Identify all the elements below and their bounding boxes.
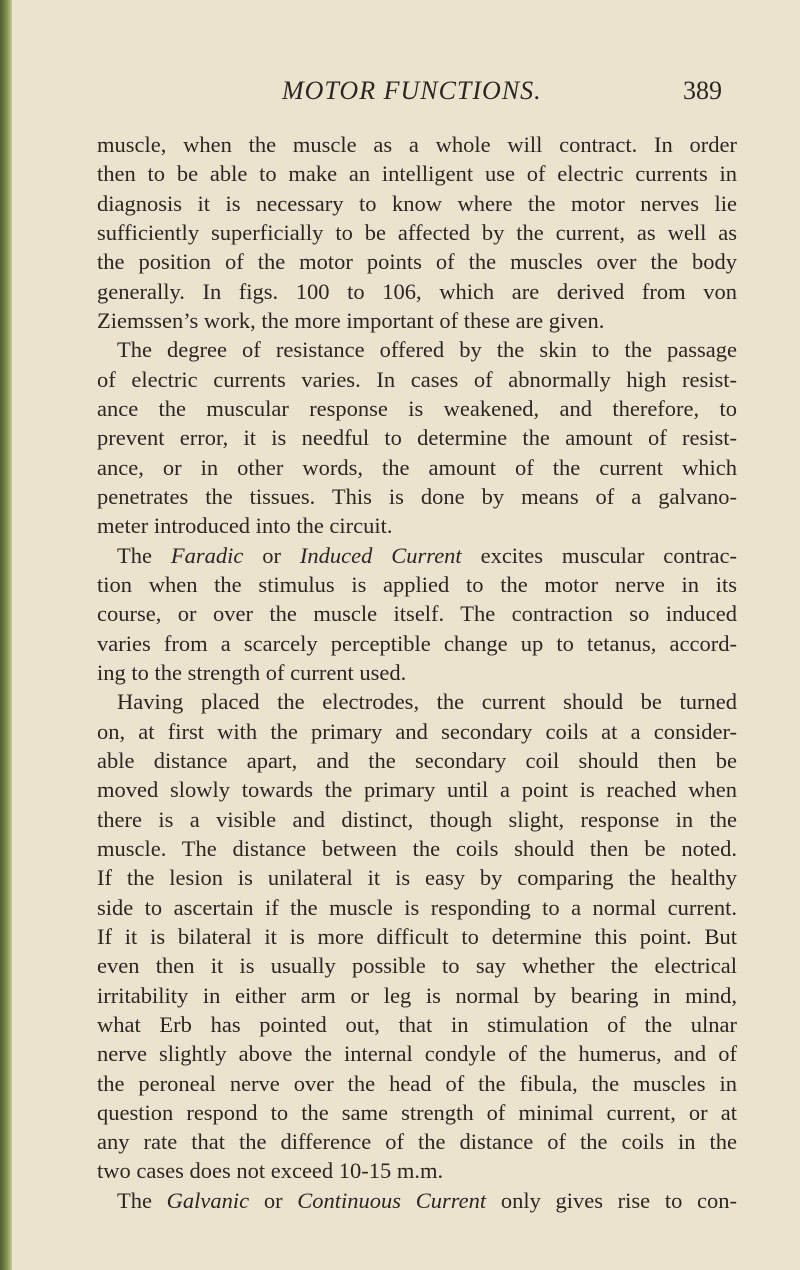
text-line: irritability in either arm or leg is normal by bearing in mind, [97,982,737,1008]
text-line: muscle, when the muscle as a whole will contract. In order [97,132,737,157]
text-line: generally. In figs. 100 to 106, which are derived from von [97,278,737,304]
text-line [97,541,737,570]
text-line: even then it is usually possible to say whether the electrical [97,953,737,979]
text-line: nerve slightly above the internal condyle of the humerus, and of [97,1041,737,1067]
italic-term: Induced Current [299,542,462,568]
text-line: question respond to the same strength of minimal current, or at [97,1099,737,1125]
text-line: sufficiently superficially to be affected by the current, as well as [97,219,737,245]
text-line: meter introduced into the circuit. [97,513,393,539]
text-fragment: only gives rise to con- [486,1187,737,1213]
text-line: Having placed the electrodes, the current should be turned [117,689,737,715]
italic-term: Galvanic [166,1187,250,1213]
text-fragment: The [117,542,171,568]
text-line: what Erb has pointed out, that in stimulation of the ulnar [97,1011,737,1037]
text-line [97,1186,737,1215]
text-line: of electric currents varies. In cases of abnormally high resist- [97,366,737,392]
text-line: side to ascertain if the muscle is responding to a normal current. [97,894,737,920]
page-number: 389 [683,76,722,105]
italic-term: Continuous Current [297,1187,487,1213]
text-line: tion when the stimulus is applied to the motor nerve in its [97,571,737,597]
text-line: moved slowly towards the primary until a point is reached when [97,777,737,803]
text-line: then to be able to make an intelligent use of electric currents in [97,161,737,187]
text-line: muscle. The distance between the coils should then be noted. [97,835,737,861]
text-line: The degree of resistance offered by the skin to the passage [117,337,737,363]
running-head: MOTOR FUNCTIONS. [282,76,542,105]
text-line: on, at first with the primary and secondary coils at a consider- [97,718,737,744]
text-line: there is a visible and distinct, though slight, response in the [97,806,737,832]
text-fragment: or [243,542,300,568]
text-line: two cases does not exceed 10-15 m.m. [97,1158,444,1184]
text-fragment: The [117,1187,167,1213]
text-line: If the lesion is unilateral it is easy by comparing the healthy [97,865,737,891]
text-line: ance, or in other words, the amount of the current which [97,454,737,480]
text-line: If it is bilateral it is more difficult to determine this point. But [97,923,737,949]
text-line: any rate that the difference of the distance of the coils in the [97,1129,737,1155]
text-line: diagnosis it is necessary to know where the motor nerves lie [97,190,737,216]
text-line: ance the muscular response is weakened, and therefore, to [97,395,737,421]
page-header [282,76,722,116]
body-text [97,130,737,1215]
text-line: the position of the motor points of the muscles over the body [97,249,737,275]
text-fragment: or [249,1187,298,1213]
text-line: varies from a scarcely perceptible change up to tetanus, accord- [97,630,737,656]
text-fragment: excites muscular contrac- [461,542,737,568]
text-line: ing to the strength of current used. [97,659,407,685]
text-line: able distance apart, and the secondary coil should then be [97,747,737,773]
text-line: course, or over the muscle itself. The contraction so induced [97,601,737,627]
text-line: penetrates the tissues. This is done by means of a galvano- [97,483,737,509]
text-line: Ziemssen’s work, the more important of these are given. [97,307,605,333]
text-line: the peroneal nerve over the head of the fibula, the muscles in [97,1070,737,1096]
text-line: prevent error, it is needful to determine the amount of resist- [97,425,737,451]
italic-term: Faradic [170,542,244,568]
